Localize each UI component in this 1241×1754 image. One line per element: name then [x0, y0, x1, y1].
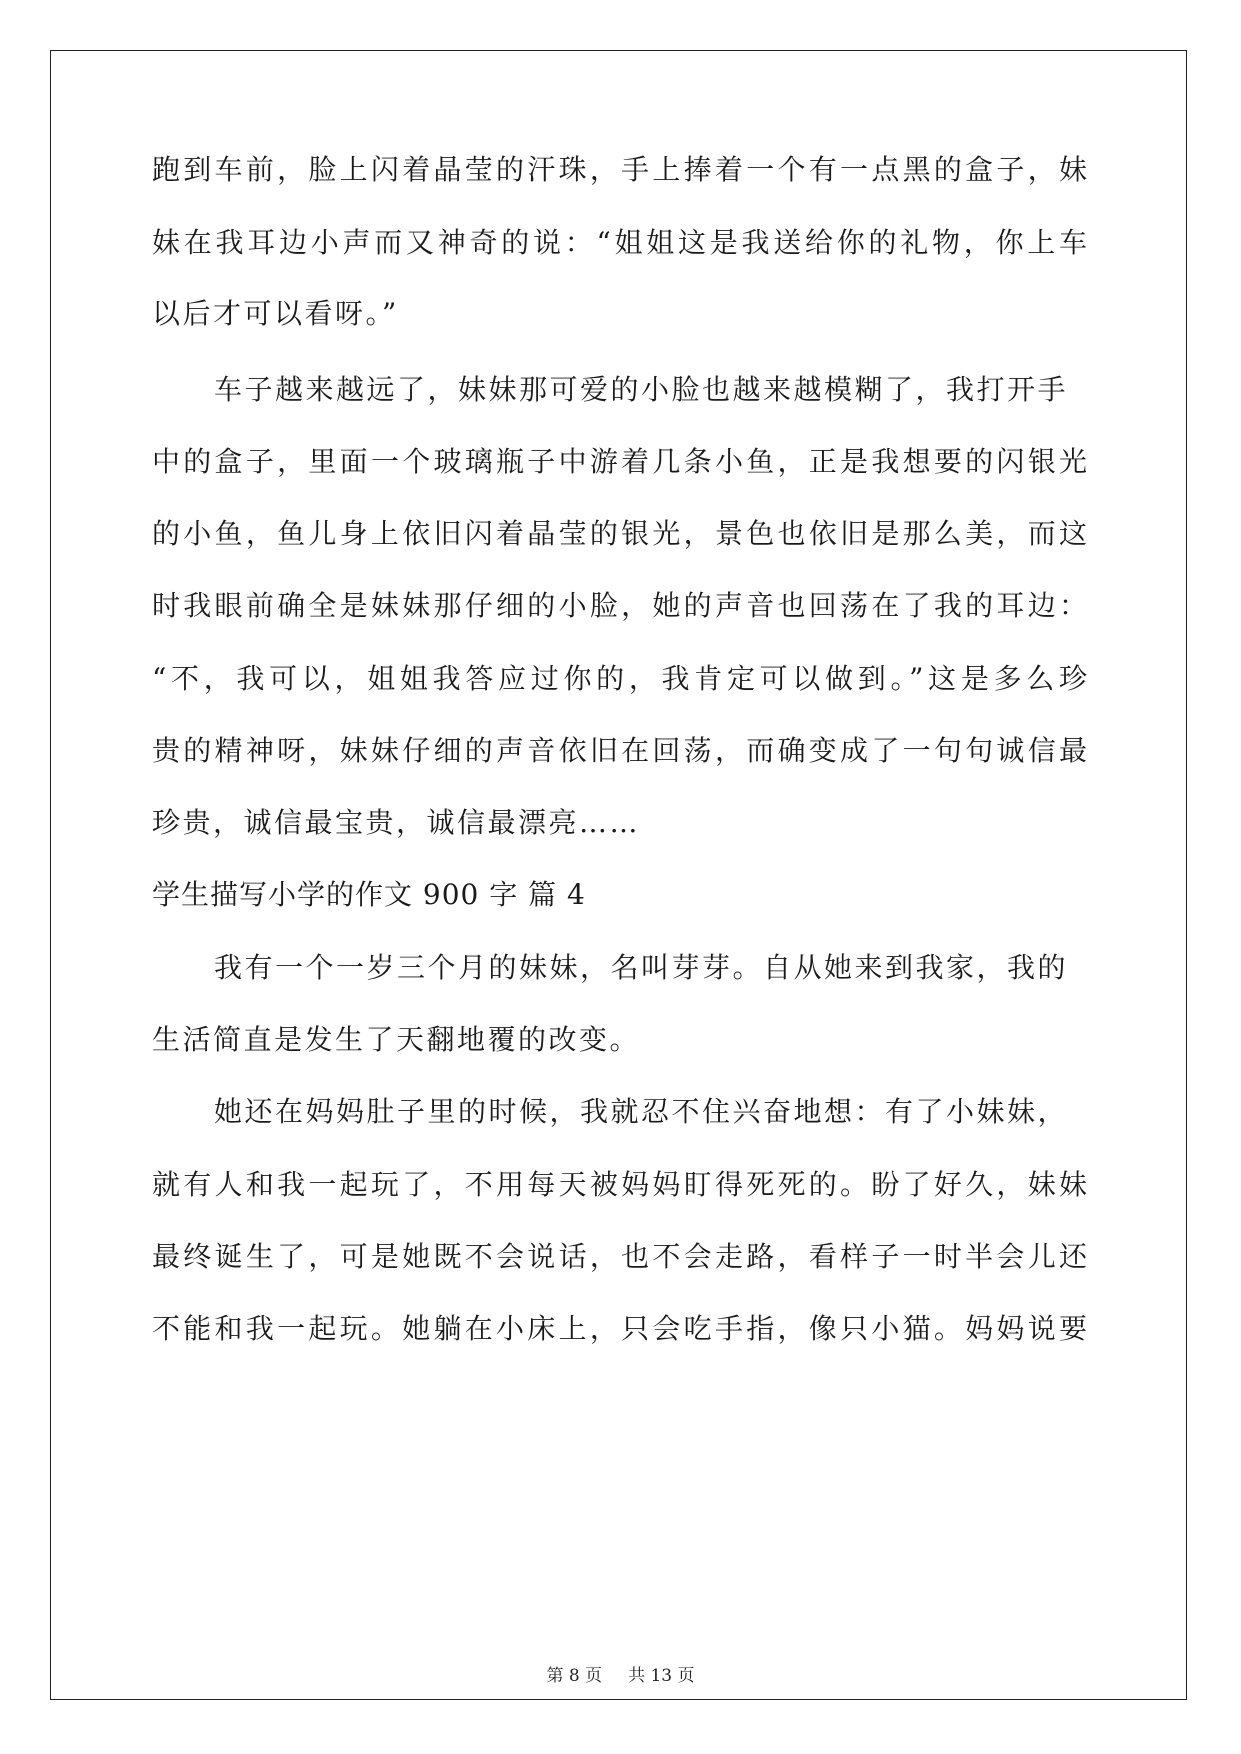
text-line: 贵的精神呀，妹妹仔细的声音依旧在回荡，而确变成了一句句诚信最: [152, 734, 1087, 767]
text-line: 妹在我耳边小声而又神奇的说：“姐姐这是我送给你的礼物，你上车: [152, 226, 1087, 259]
page-total: 共 13 页: [628, 1666, 695, 1686]
text-line: 中的盒子，里面一个玻璃瓶子中游着几条小鱼，正是我想要的闪银光: [152, 445, 1087, 478]
text-line: 不能和我一起玩。她躺在小床上，只会吃手指，像只小猫。妈妈说要: [152, 1312, 1087, 1345]
text-line: 时我眼前确全是妹妹那仔细的小脸，她的声音也回荡在了我的耳边：: [152, 589, 1087, 622]
paragraph-start-line: 车子越来越远了，妹妹那可爱的小脸也越来越模糊了，我打开手: [214, 373, 1069, 406]
paragraph-start-line: 她还在妈妈肚子里的时候，我就忍不住兴奋地想：有了小妹妹，: [214, 1095, 1069, 1128]
paragraph-start-line: 我有一个一岁三个月的妹妹，名叫芽芽。自从她来到我家，我的: [214, 951, 1069, 984]
text-line: 的小鱼，鱼儿身上依旧闪着晶莹的银光，景色也依旧是那么美，而这: [152, 517, 1087, 550]
section-heading: 学生描写小学的作文 900 字 篇 4: [152, 878, 586, 911]
text-line: 生活简直是发生了天翻地覆的改变。: [152, 1023, 641, 1056]
text-line: 珍贵，诚信最宝贵，诚信最漂亮……: [152, 806, 641, 839]
text-line: 跑到车前，脸上闪着晶莹的汗珠，手上捧着一个有一点黑的盒子，妹: [152, 153, 1087, 186]
page-number: 第 8 页: [546, 1666, 603, 1686]
text-line: 就有人和我一起玩了，不用每天被妈妈盯得死死的。盼了好久，妹妹: [152, 1168, 1087, 1201]
text-line: 以后才可以看呀。”: [152, 297, 399, 330]
text-line: “不，我可以，姐姐我答应过你的，我肯定可以做到。”这是多么珍: [152, 662, 1087, 695]
page-footer: [0, 1664, 1241, 1688]
text-line: 最终诞生了，可是她既不会说话，也不会走路，看样子一时半会儿还: [152, 1240, 1087, 1273]
